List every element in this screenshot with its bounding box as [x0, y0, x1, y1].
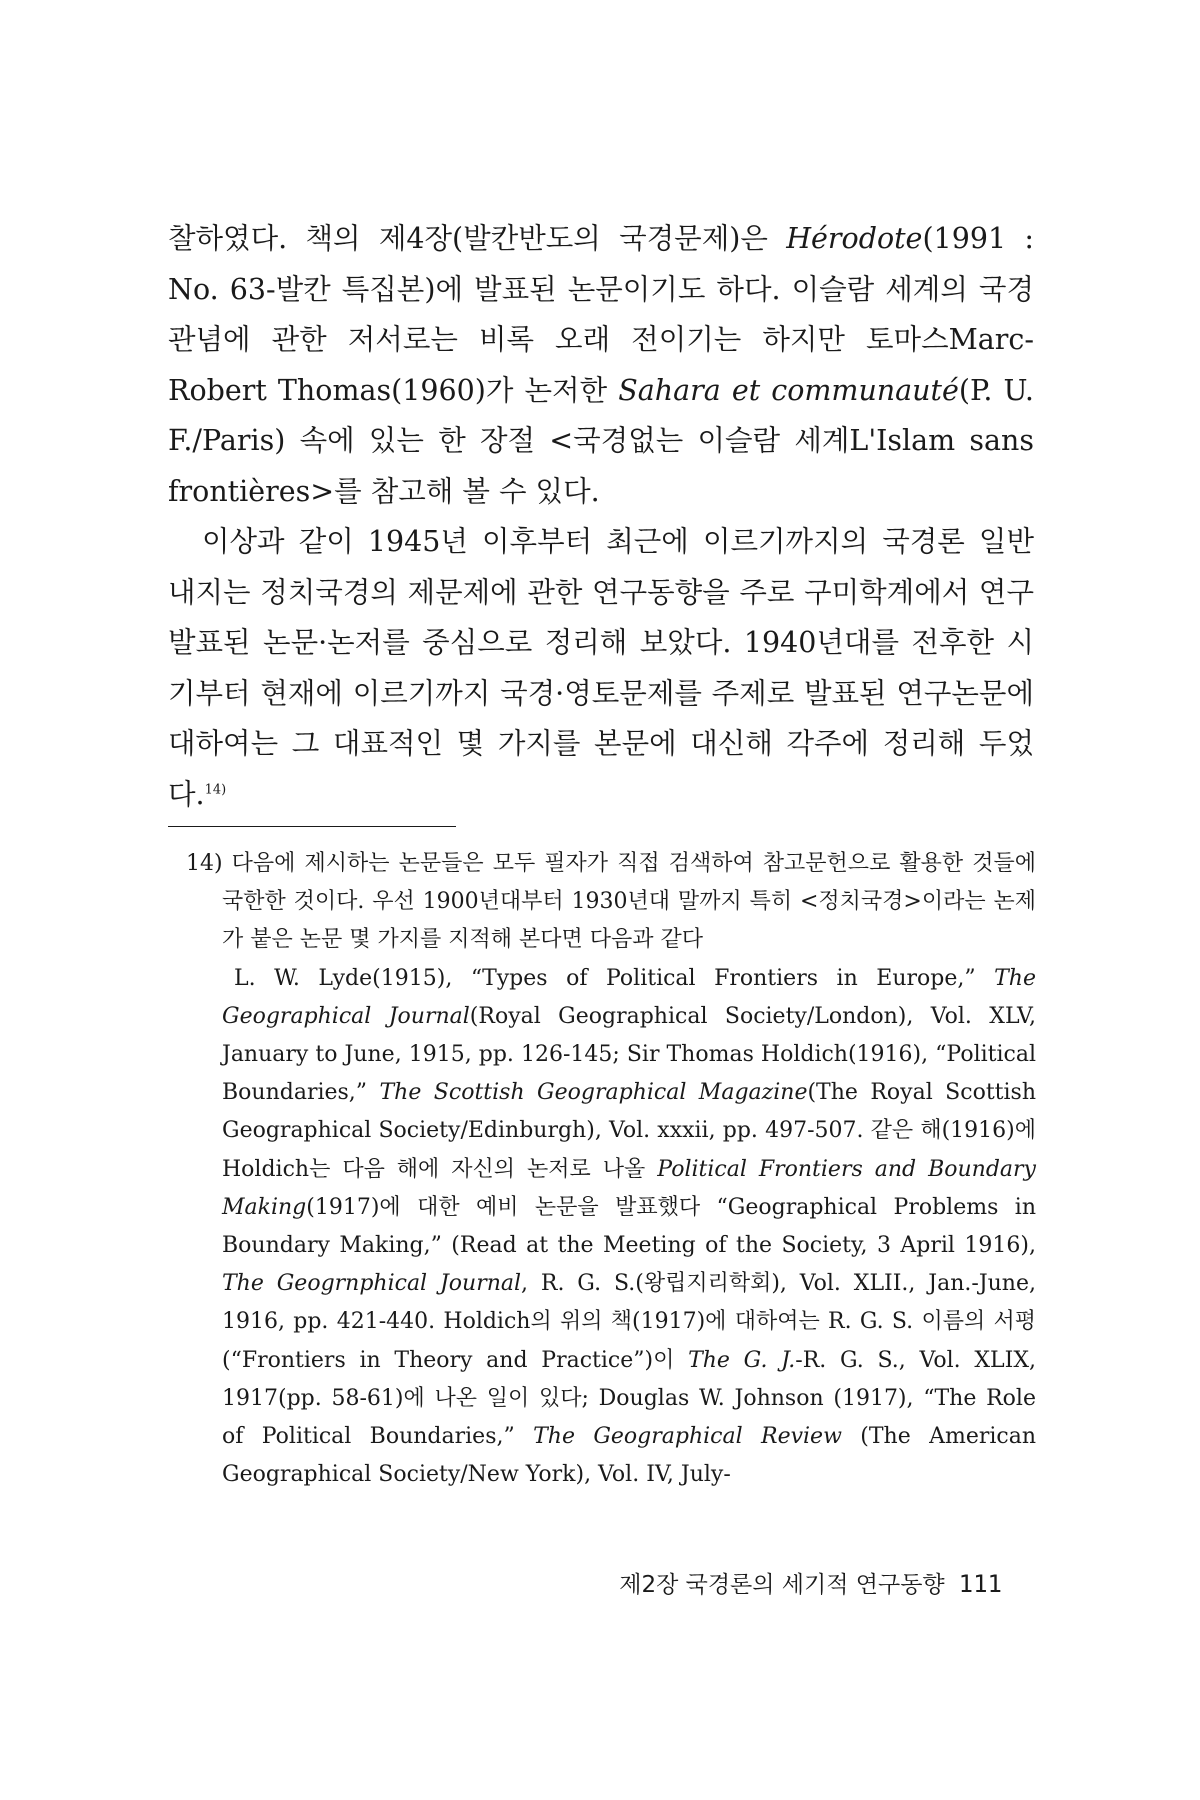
- footnote-ref-text: (Royal Geographical Society/London), Vol. XLV, January to June, 1915, pp. 126-145; Sir Thomas Holdich(1916), “Political Boundaries,”: [222, 1003, 1036, 1106]
- journal-title: The G. J.: [688, 1347, 796, 1373]
- page-number: 111: [958, 1570, 1002, 1598]
- paragraph-1-text: 찰하였다. 책의 제4장(발칸반도의 국경문제)은: [168, 222, 787, 255]
- book-title-sahara: Sahara et communauté: [618, 373, 959, 407]
- footnote-divider: [168, 826, 456, 827]
- paragraph-2-text: 이상과 같이 1945년 이후부터 최근에 이르기까지의 국경론 일반 내지는 정치국경의 제문제에 관한 연구동향을 주로 구미학계에서 연구 발표된 논문·논저를 중심으로 정리해 보았다. 1940년대를 전후한 시기부터 현재에 이르기까지 국경·영토문제를 주제로 발표된 연구논문에 대하여는 그 대표적인 몇 가지를 본문에 대신해 각주에 정리해 두었다.: [168, 525, 1034, 811]
- paragraph-1-text: (1991 : No. 63-발칸 특집본)에 발표된 논문이기도 하다. 이슬람 세계의 국경관념에 관한 저서로는 비록 오래 전이기는 하지만 토마스Marc-Robert Thomas(1960)가 논저한: [168, 222, 1034, 407]
- footnote-marker: 14): [186, 851, 223, 876]
- journal-title: The Geographical Review: [533, 1424, 842, 1450]
- journal-title: The Geogrnphical Journal: [222, 1271, 522, 1297]
- footnote-reference: 14): [204, 782, 227, 797]
- paragraph-1: [168, 214, 1034, 517]
- journal-title: The Geographical Journal: [222, 965, 1036, 1029]
- footnote-ref-text: L. W. Lyde(1915), “Types of Political Frontiers in Europe,”: [234, 965, 995, 991]
- journal-title-herodote: Hérodote: [786, 222, 923, 255]
- paragraph-2: [168, 517, 1034, 820]
- footnote-14: [186, 845, 1036, 1494]
- footnote-intro: [186, 845, 1036, 960]
- main-text: [168, 214, 1034, 820]
- footnote-ref-text: (The American Geographical Society/New York), Vol. IV, July-: [222, 1424, 1036, 1488]
- footnote-ref-text: (1917)에 대한 예비 논문을 발표했다 “Geographical Problems in Boundary Making,” (Read at the Meeting of the Society, 3 April 1916),: [222, 1194, 1036, 1259]
- paragraph-1-text: (P. U. F./Paris) 속에 있는 한 장절 <국경없는 이슬람 세계L'Islam sans frontières>를 참고해 볼 수 있다.: [168, 373, 1034, 508]
- footnote-intro-text: 다음에 제시하는 논문들은 모두 필자가 직접 검색하여 참고문헌으로 활용한 것들에 국한한 것이다. 우선 1900년대부터 1930년대 말까지 특히 <정치국경>이라는 논제가 붙은 논문 몇 가지를 지적해 본다면 다음과 같다: [222, 851, 1036, 953]
- journal-title: The Scottish Geographical Magazine: [379, 1080, 808, 1106]
- book-title: Political Frontiers and Boundary Making: [222, 1156, 1036, 1220]
- page-footer: [619, 1566, 1002, 1599]
- footnote-ref-text: (The Royal Scottish Geographical Society/Edinburgh), Vol. xxxii, pp. 497-507. 같은 해(1916)에 Holdich는 다음 해에 자신의 논저로 나올: [222, 1080, 1036, 1182]
- footnote-references: [186, 960, 1036, 1495]
- running-head: 제2장 국경론의 세기적 연구동향: [619, 1572, 945, 1598]
- footnote-ref-text: , R. G. S.(왕립지리학회), Vol. XLII., Jan.-June, 1916, pp. 421-440. Holdich의 위의 책(1917)에 대하여는 R. G. S. 이름의 서평(“Frontiers in Theory and Practice”)이: [222, 1271, 1036, 1373]
- footnote-ref-text: -R. G. S., Vol. XLIX, 1917(pp. 58-61)에 나온 일이 있다; Douglas W. Johnson (1917), “The Role of Political Boundaries,”: [222, 1347, 1036, 1450]
